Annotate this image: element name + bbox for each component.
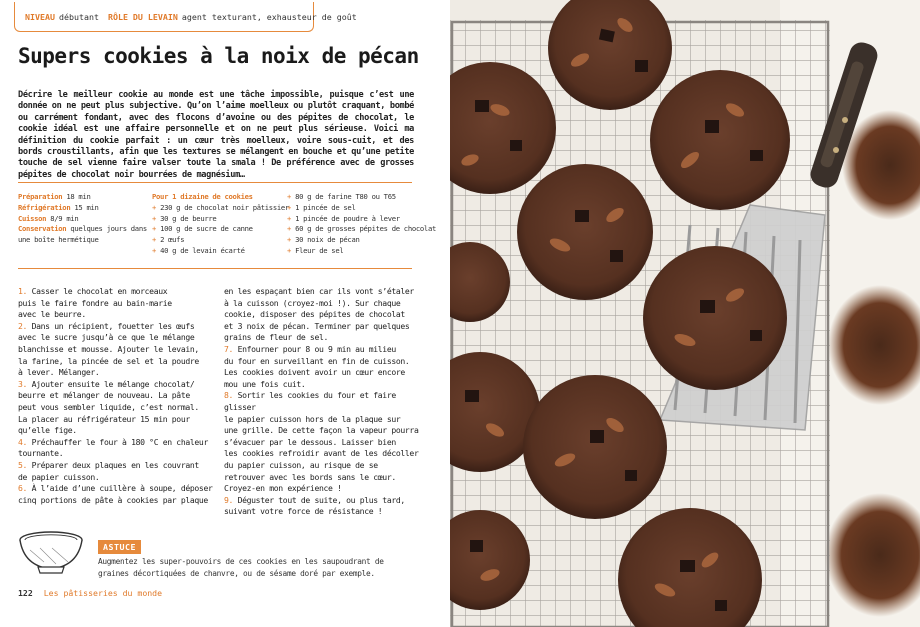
ingredient-item: + 30 g de beurre bbox=[152, 213, 217, 223]
cookie-photo-illustration bbox=[450, 0, 920, 627]
ingredient-item: + 230 g de chocolat noir pâtissier bbox=[152, 202, 289, 212]
recipe-info-column bbox=[18, 192, 148, 246]
step-item: 4. Préchauffer le four à 180 °C en chaleur tournante. bbox=[18, 436, 208, 459]
ingredient-item: + 40 g de levain écarté bbox=[152, 245, 245, 255]
ingredients-column-2 bbox=[287, 192, 437, 257]
cuisson-value: 8/9 min bbox=[50, 213, 79, 223]
step-item: 7. Enfourner pour 8 ou 9 min au milieu du four en surveillant en fin de cuisson. Les cookies doivent avoir un cœur encore mou une fois cuit. bbox=[224, 343, 410, 389]
step-item: 5. Préparer deux plaques en les couvrant de papier cuisson. bbox=[18, 459, 199, 482]
step-item: 3. Ajouter ensuite le mélange chocolat/ beurre et mélanger de nouveau. La pâte peut vous sembler liquide, c’est normal. La placer au réfrigérateur 15 min pour qu’elle fige. bbox=[18, 378, 199, 436]
ingredient-item: + 60 g de grosses pépites de chocolat bbox=[287, 224, 437, 234]
recipe-intro: Décrire le meilleur cookie au monde est une tâche impossible, puisque c’est une donnée on ne peut plus subjective. Qu’on l’aime moelleux ou plutôt craquant, bombé ou carrément fondant, avec des flocons d’avoine ou des pépites de chocolat, le cookie idéal est une affaire personnelle et on ne peut plus sérieuse. Voici ma définition du cookie parfait : un cœur très moelleux, voire sous-cuit, et des bords croustillants, afin que les textures se mélangent en bouche et qu’une petite touche de sel vienne faire valser toute la smala ! De préférence avec de grosses pépites de chocolat noir bourrées de magnésium… bbox=[18, 90, 414, 180]
cuisson-label: Cuisson bbox=[18, 213, 47, 223]
divider-top bbox=[18, 182, 412, 183]
ingredients-column-1 bbox=[152, 192, 289, 257]
ingredient-item: + 30 noix de pécan bbox=[287, 235, 360, 245]
bowl-icon bbox=[16, 526, 86, 576]
role-levain-value: agent texturant, exhausteur de goût bbox=[181, 11, 357, 22]
conservation-label: Conservation bbox=[18, 224, 67, 234]
refrig-value: 15 min bbox=[74, 202, 99, 212]
conservation-value: quelques jours dans une boîte hermétique bbox=[18, 224, 147, 245]
section-name: Les pâtisseries du monde bbox=[43, 588, 163, 598]
recipe-title: Supers cookies à la noix de pécan bbox=[18, 44, 419, 68]
recipe-page bbox=[0, 0, 450, 627]
prep-value: 18 min bbox=[66, 192, 91, 201]
step-item: en les espaçant bien car ils vont s’étaler à la cuisson (croyez-moi !). Sur chaque cookie, disposer des pépites de chocolat et 3 noix de pécan. Terminer par quelques grains de fleur de sel. bbox=[224, 286, 414, 343]
ingredients-heading: Pour 1 dizaine de cookies bbox=[152, 192, 253, 201]
cookie-photo bbox=[450, 0, 920, 627]
recipe-level-banner bbox=[14, 2, 357, 32]
step-item: 6. À l’aide d’une cuillère à soupe, déposer cinq portions de pâte à cookies par plaque bbox=[18, 483, 213, 505]
page-footer bbox=[18, 588, 162, 598]
niveau-label: NIVEAU bbox=[25, 11, 55, 22]
ingredient-item: + 1 pincée de poudre à lever bbox=[287, 213, 400, 223]
step-item: 9. Déguster tout de suite, ou plus tard, suivant votre force de résistance ! bbox=[224, 494, 405, 517]
divider-bottom bbox=[18, 268, 412, 269]
page-number: 122 bbox=[18, 588, 33, 598]
ingredient-item: + Fleur de sel bbox=[287, 245, 344, 255]
step-item: 2. Dans un récipient, fouetter les œufs avec le sucre jusqu’à ce que le mélange blanchisse et mousse. Ajouter le levain, la farine, la pincée de sel et la poudre à lever. Mélanger. bbox=[18, 320, 199, 378]
ingredient-item: + 80 g de farine T80 ou T65 bbox=[287, 192, 396, 201]
astuce-badge: ASTUCE bbox=[98, 540, 141, 554]
refrig-label: Réfrigération bbox=[18, 202, 71, 212]
steps-column-right bbox=[224, 286, 420, 518]
step-item: 8. Sortir les cookies du four et faire glisser le papier cuisson hors de la plaque sur une grille. De cette façon la vapeur pourra s’évacuer par le dessous. Laisser bien les cookies refroidir avant de les décoller du papier cuisson, au risque de se retrouver avec les bords sans le cœur. Croyez-en mon expérience ! bbox=[224, 390, 419, 494]
step-item: 1. Casser le chocolat en morceaux puis le faire fondre au bain-marie avec le beurre. bbox=[18, 286, 172, 320]
role-levain-label: RÔLE DU LEVAIN bbox=[107, 11, 178, 22]
ingredient-item: + 100 g de sucre de canne bbox=[152, 224, 253, 234]
prep-label: Préparation bbox=[18, 192, 63, 201]
astuce-text: Augmentez les super-pouvoirs de ces cookies en les saupoudrant de graines décortiquées de chanvre, ou de sésame doré par exemple. bbox=[98, 557, 384, 578]
steps-column-left bbox=[18, 286, 214, 506]
ingredient-item: + 2 œufs bbox=[152, 235, 185, 245]
niveau-value: débutant bbox=[58, 11, 99, 22]
ingredient-item: + 1 pincée de sel bbox=[287, 202, 356, 212]
